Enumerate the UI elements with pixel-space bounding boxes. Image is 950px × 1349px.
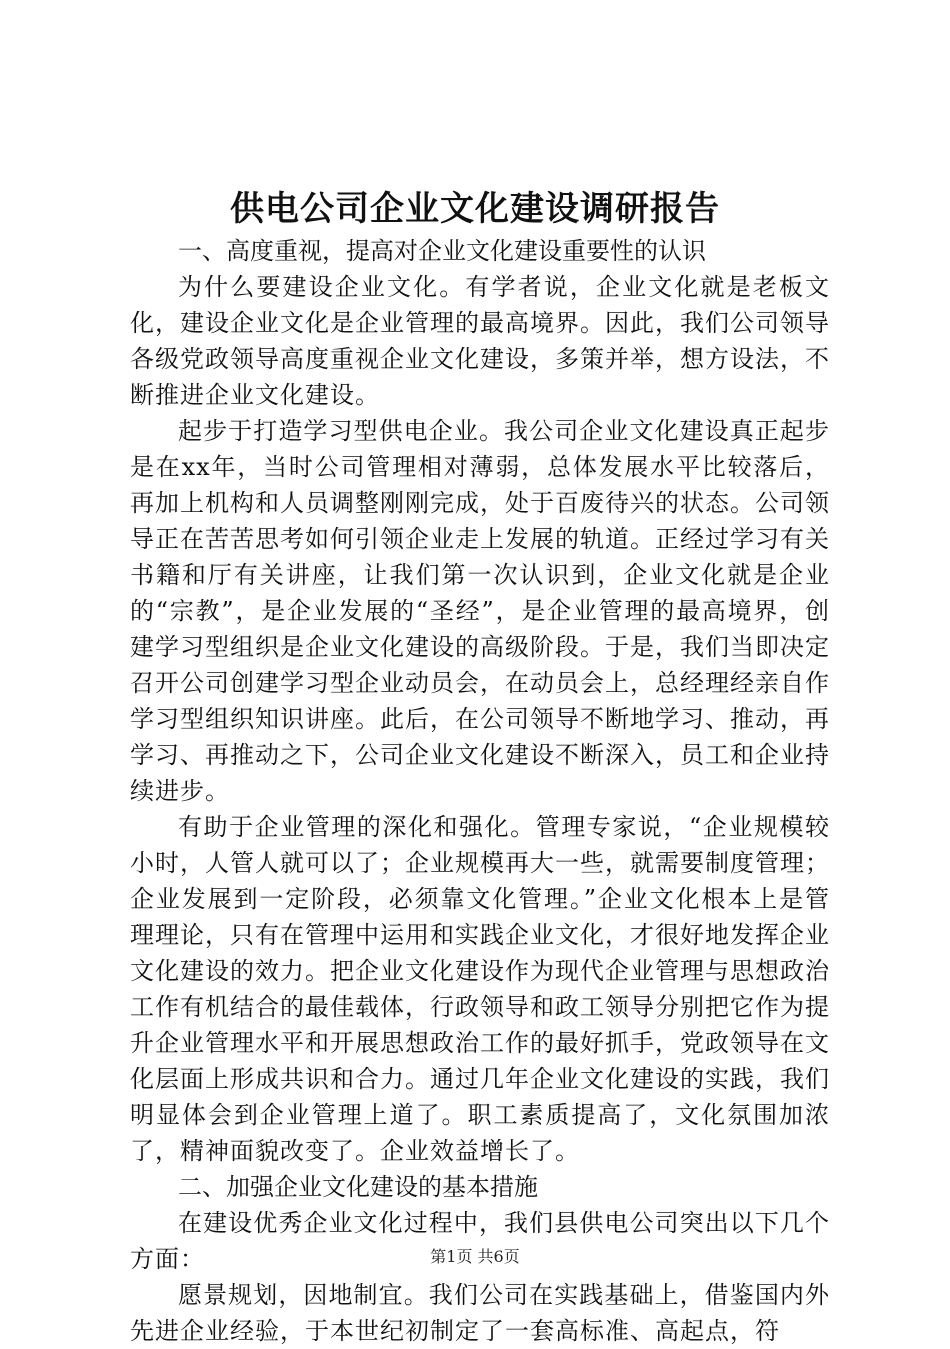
section-heading-1: 一、高度重视，提高对企业文化建设重要性的认识 bbox=[178, 237, 706, 265]
paragraph-3: 有助于企业管理的深化和强化。管理专家说，“企业规模较小时，人管人就可以了；企业规模再大一些，就需要制度管理；企业发展到一定阶段，必须靠文化管理。”企业文化根本上是管理理论，只有在管理中运用和实践企业文化，才很好地发挥企业文化建设的效力。把企业文化建设作为现代企业管理与思想政治工作有机结合的最佳载体，行政领导和政工领导分别把它作为提升企业管理水平和开展思想政治工作的最好抓手，党政领导在文化层面上形成共识和合力。通过几年企业文化建设的实践，我们明显体会到企业管理上道了。职工素质提高了，文化氛围加浓了，精神面貌改变了。企业效益增长了。 bbox=[130, 813, 830, 1165]
paragraph-2: 起步于打造学习型供电企业。我公司企业文化建设真正起步是在xx年，当时公司管理相对薄弱，总体发展水平比较落后，再加上机构和人员调整刚刚完成，处于百废待兴的状态。公司领导正在苦苦思考如何引领企业走上发展的轨道。正经过学习有关书籍和厅有关讲座，让我们第一次认识到，企业文化就是企业的“宗教”，是企业发展的“圣经”，是企业管理的最高境界，创建学习型组织是企业文化建设的高级阶段。于是，我们当即决定召开公司创建学习型企业动员会，在动员会上，总经理经亲自作学习型组织知识讲座。此后，在公司领导不断地学习、推动，再学习、再推动之下，公司企业文化建设不断深入，员工和企业持续进步。 bbox=[130, 417, 830, 805]
paragraph-4: 在建设优秀企业文化过程中，我们县供电公司突出以下几个方面： bbox=[130, 1209, 830, 1273]
document-body bbox=[130, 233, 830, 1349]
paragraph-1: 为什么要建设企业文化。有学者说，企业文化就是老板文化，建设企业文化是企业管理的最高境界。因此，我们公司领导各级党政领导高度重视企业文化建设，多策并举，想方设法，不断推进企业文化建设。 bbox=[130, 273, 830, 409]
page-footer: 第1页 共6页 bbox=[430, 1247, 520, 1266]
section-heading-2: 二、加强企业文化建设的基本措施 bbox=[178, 1173, 538, 1201]
document-title: 供电公司企业文化建设调研报告 bbox=[230, 189, 720, 229]
paragraph-5: 愿景规划，因地制宜。我们公司在实践基础上，借鉴国内外先进企业经验，于本世纪初制定了一套高标准、高起点，符 bbox=[130, 1281, 830, 1345]
